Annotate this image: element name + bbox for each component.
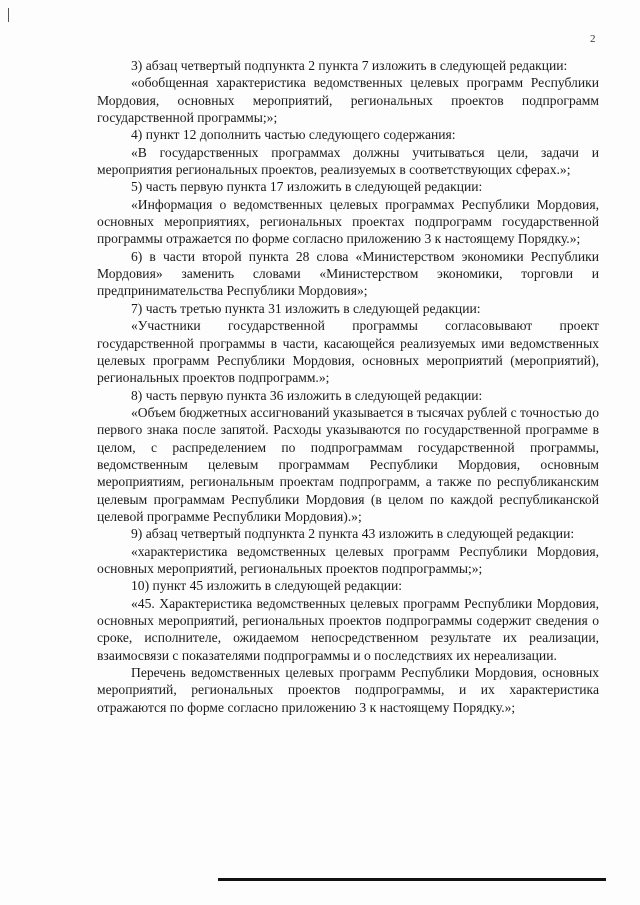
paragraph: 9) абзац четвертый подпункта 2 пункта 43 изложить в следующей редакции: [131,526,575,542]
paragraph: «характеристика ведомственных целевых программ Республики Мордовия, основных мероприятий, региональных проектов подпрограммы;»; [97,543,599,576]
paragraph: «Участники государственной программы согласовывают проект государственной программы в части, касающейся реализуемых ими ведомственных целевых программ Республики Мордовия, основных мероприятий (мероприятий), региональных проектов подпрограмм.»; [97,318,599,386]
paragraph: 3) абзац четвертый подпункта 2 пункта 7 изложить в следующей редакции: [131,58,568,73]
bottom-rule [218,878,606,881]
scan-mark [8,8,9,22]
paragraph: «Информация о ведомственных целевых программах Республики Мордовия, основных мероприятиях, региональных проектах подпрограмм государственной программы отражается по форме согласно приложению 3 к настоящему Порядку.»; [97,196,599,247]
paragraph: «В государственных программах должны учитываться цели, задачи и мероприятия региональных проектов, реализуемых в соответствующих сферах.»; [97,144,599,178]
document-body [97,57,599,716]
paragraph: «Объем бюджетных ассигнований указывается в тысячах рублей с точностью до первого знака после запятой. Расходы указываются по государственной программе в целом, с распределением по подпрограммам государственной программы, ведомственным целевым программам Республики Мордовия, основным мероприятиям, региональным проектам подпрограмм, а также по республиканским целевым программам Республики Мордовия (в целом по каждой республиканской целевой программе Республики Мордовия).»; [97,404,599,524]
paragraph: 10) пункт 45 изложить в следующей редакции: [131,578,403,594]
page-number: 2 [590,33,596,45]
paragraph: 4) пункт 12 дополнить частью следующего содержания: [131,127,456,143]
paragraph: 7) часть третью пункта 31 изложить в следующей редакции: [131,300,481,316]
paragraph: «45. Характеристика ведомственных целевых программ Республики Мордовия, основных мероприятий, региональных проектов подпрограммы содержит сведения о сроке, исполнителе, ожидаемом непосредственном результате их реализации, взаимосвязи с показателями подпрограммы и о последствиях их нереализации. [97,595,599,663]
paragraph: 5) часть первую пункта 17 изложить в следующей редакции: [131,179,483,195]
paragraph: 6) в части второй пункта 28 слова «Министерством экономики Республики Мордовия» заменить словами «Министерством экономики, торговли и предпринимательства Республики Мордовия»; [97,248,599,299]
paragraph: 8) часть первую пункта 36 изложить в следующей редакции: [131,387,483,403]
paragraph: «обобщенная характеристика ведомственных целевых программ Республики Мордовия, основных мероприятий, региональных проектов подпрограмм государственной программы;»; [97,75,599,126]
paragraph: Перечень ведомственных целевых программ Республики Мордовия, основных мероприятий, региональных проектов подпрограммы, и их характеристика отражаются по форме согласно приложению 3 к настоящему Порядку.»; [97,665,599,715]
